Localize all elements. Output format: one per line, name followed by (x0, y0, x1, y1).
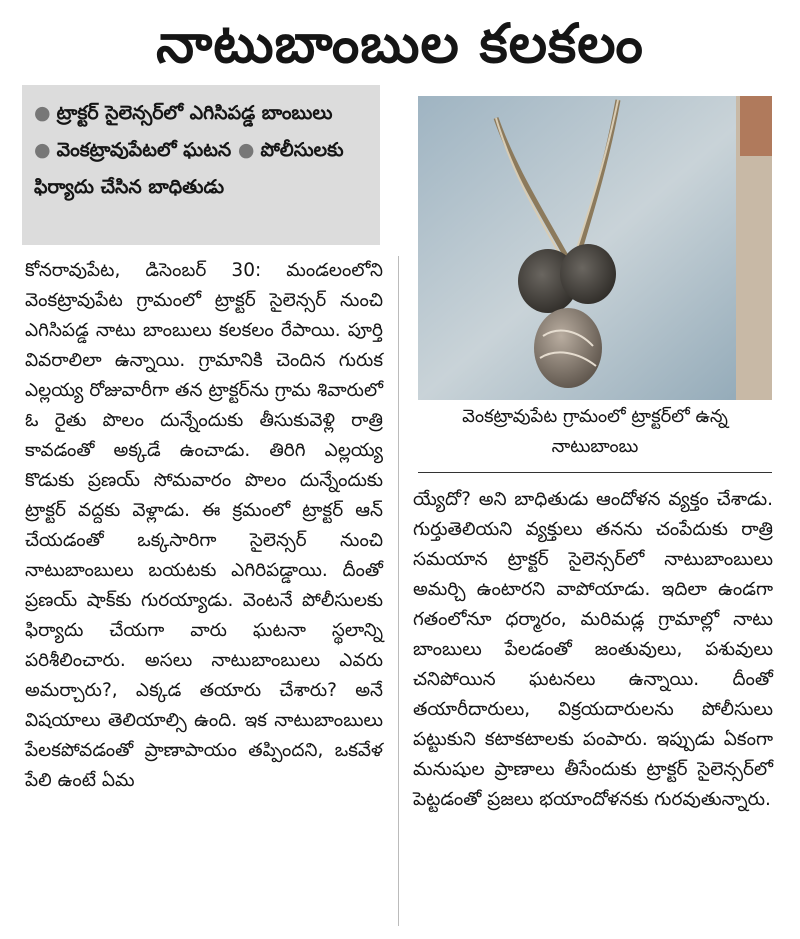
headline: నాటుబాంబుల కలకలం (156, 12, 644, 75)
caption-rule (418, 472, 772, 473)
article-right-column (413, 485, 773, 815)
summary-item: ట్రాక్టర్ సైలెన్సర్‌లో ఎగిసిపడ్డ బాంబులు (56, 102, 333, 124)
bullet-icon: ● (34, 139, 51, 161)
country-bomb-illustration (418, 96, 772, 400)
summary-item: వెంకట్రావుపేటలో ఘటన (56, 139, 232, 161)
article-paragraph: య్యేదో? అని బాధితుడు ఆందోళన వ్యక్తం చేశాడు. గుర్తుతెలియని వ్యక్తులు తనను చంపేదుకు రాత్రి సమయాన ట్రాక్టర్ సైలెన్సర్‌లో నాటుబాంబులు అమర్చి ఉంటారని వాపోయాడు. ఇదిలా ఉండగా గతంలోనూ ధర్మారం, మరిమడ్ల గ్రామాల్లో నాటు బాంబులు పేలడంతో జంతువులు, పశువులు చనిపోయిన ఘటనలు ఉన్నాయి. దీంతో తయారీదారులు, విక్రయదారులను పోలీసులు పట్టుకుని కటాకటాలకు పంపారు. ఇప్పుడు ఏకంగా మనుషుల ప్రాణాలు తీసేందుకు ట్రాక్టర్ సైలెన్సర్‌లో పెట్టడంతో ప్రజలు భయాందోళనకు గురవుతున్నారు. (413, 489, 773, 810)
bullet-icon: ● (34, 102, 51, 124)
summary-box (22, 85, 380, 245)
column-divider (398, 256, 399, 926)
photo-caption: వెంకట్రావుపేట గ్రామంలో ట్రాక్టర్‌లో ఉన్న నాటుబాంబు (462, 406, 728, 457)
summary-item: పోలీసులకు ఫిర్యాదు చేసిన బాధితుడు (34, 139, 344, 198)
article-left-column (25, 256, 383, 796)
article-paragraph: కోనరావుపేట, డిసెంబర్ 30: మండలంలోని వెంకట్రావుపేట గ్రామంలో ట్రాక్టర్ సైలెన్సర్ నుంచి ఎగిసిపడ్డ నాటు బాంబులు కలకలం రేపాయి. పూర్తి వివరాలిలా ఉన్నాయి. గ్రామానికి చెందిన గురుక ఎల్లయ్య రోజువారీగా తన ట్రాక్టర్‌ను గ్రామ శివారులో ఓ రైతు పొలం దున్నేందుకు తీసుకువెళ్లి రాత్రి కావడంతో అక్కడే ఉంచాడు. తిరిగి ఎల్లయ్య కొడుకు ప్రణయ్ సోమవారం పొలం దున్నేందుకు ట్రాక్టర్ వద్దకు వెళ్లాడు. ఈ క్రమంలో ట్రాక్టర్ ఆన్ చేయడంతో ఒక్కసారిగా సైలెన్సర్ నుంచి నాటుబాంబులు బయటకు ఎగిరిపడ్డాయి. దీంతో ప్రణయ్ షాక్‌కు గురయ్యాడు. వెంటనే పోలీసులకు ఫిర్యాదు చేయగా వారు ఘటనా స్థలాన్ని పరిశీలించారు. అసలు నాటుబాంబులు ఎవరు అమర్చారు?, ఎక్కడ తయారు చేశారు? అనే విషయాలు తెలియాల్సి ఉంది. ఇక నాటుబాంబులు పేలకపోవడంతో ప్రాణాపాయం తప్పిందని, ఒకవేళ పేలి ఉంటే ఏమ (25, 260, 383, 791)
bullet-icon: ● (237, 139, 255, 161)
news-photo (418, 96, 772, 400)
